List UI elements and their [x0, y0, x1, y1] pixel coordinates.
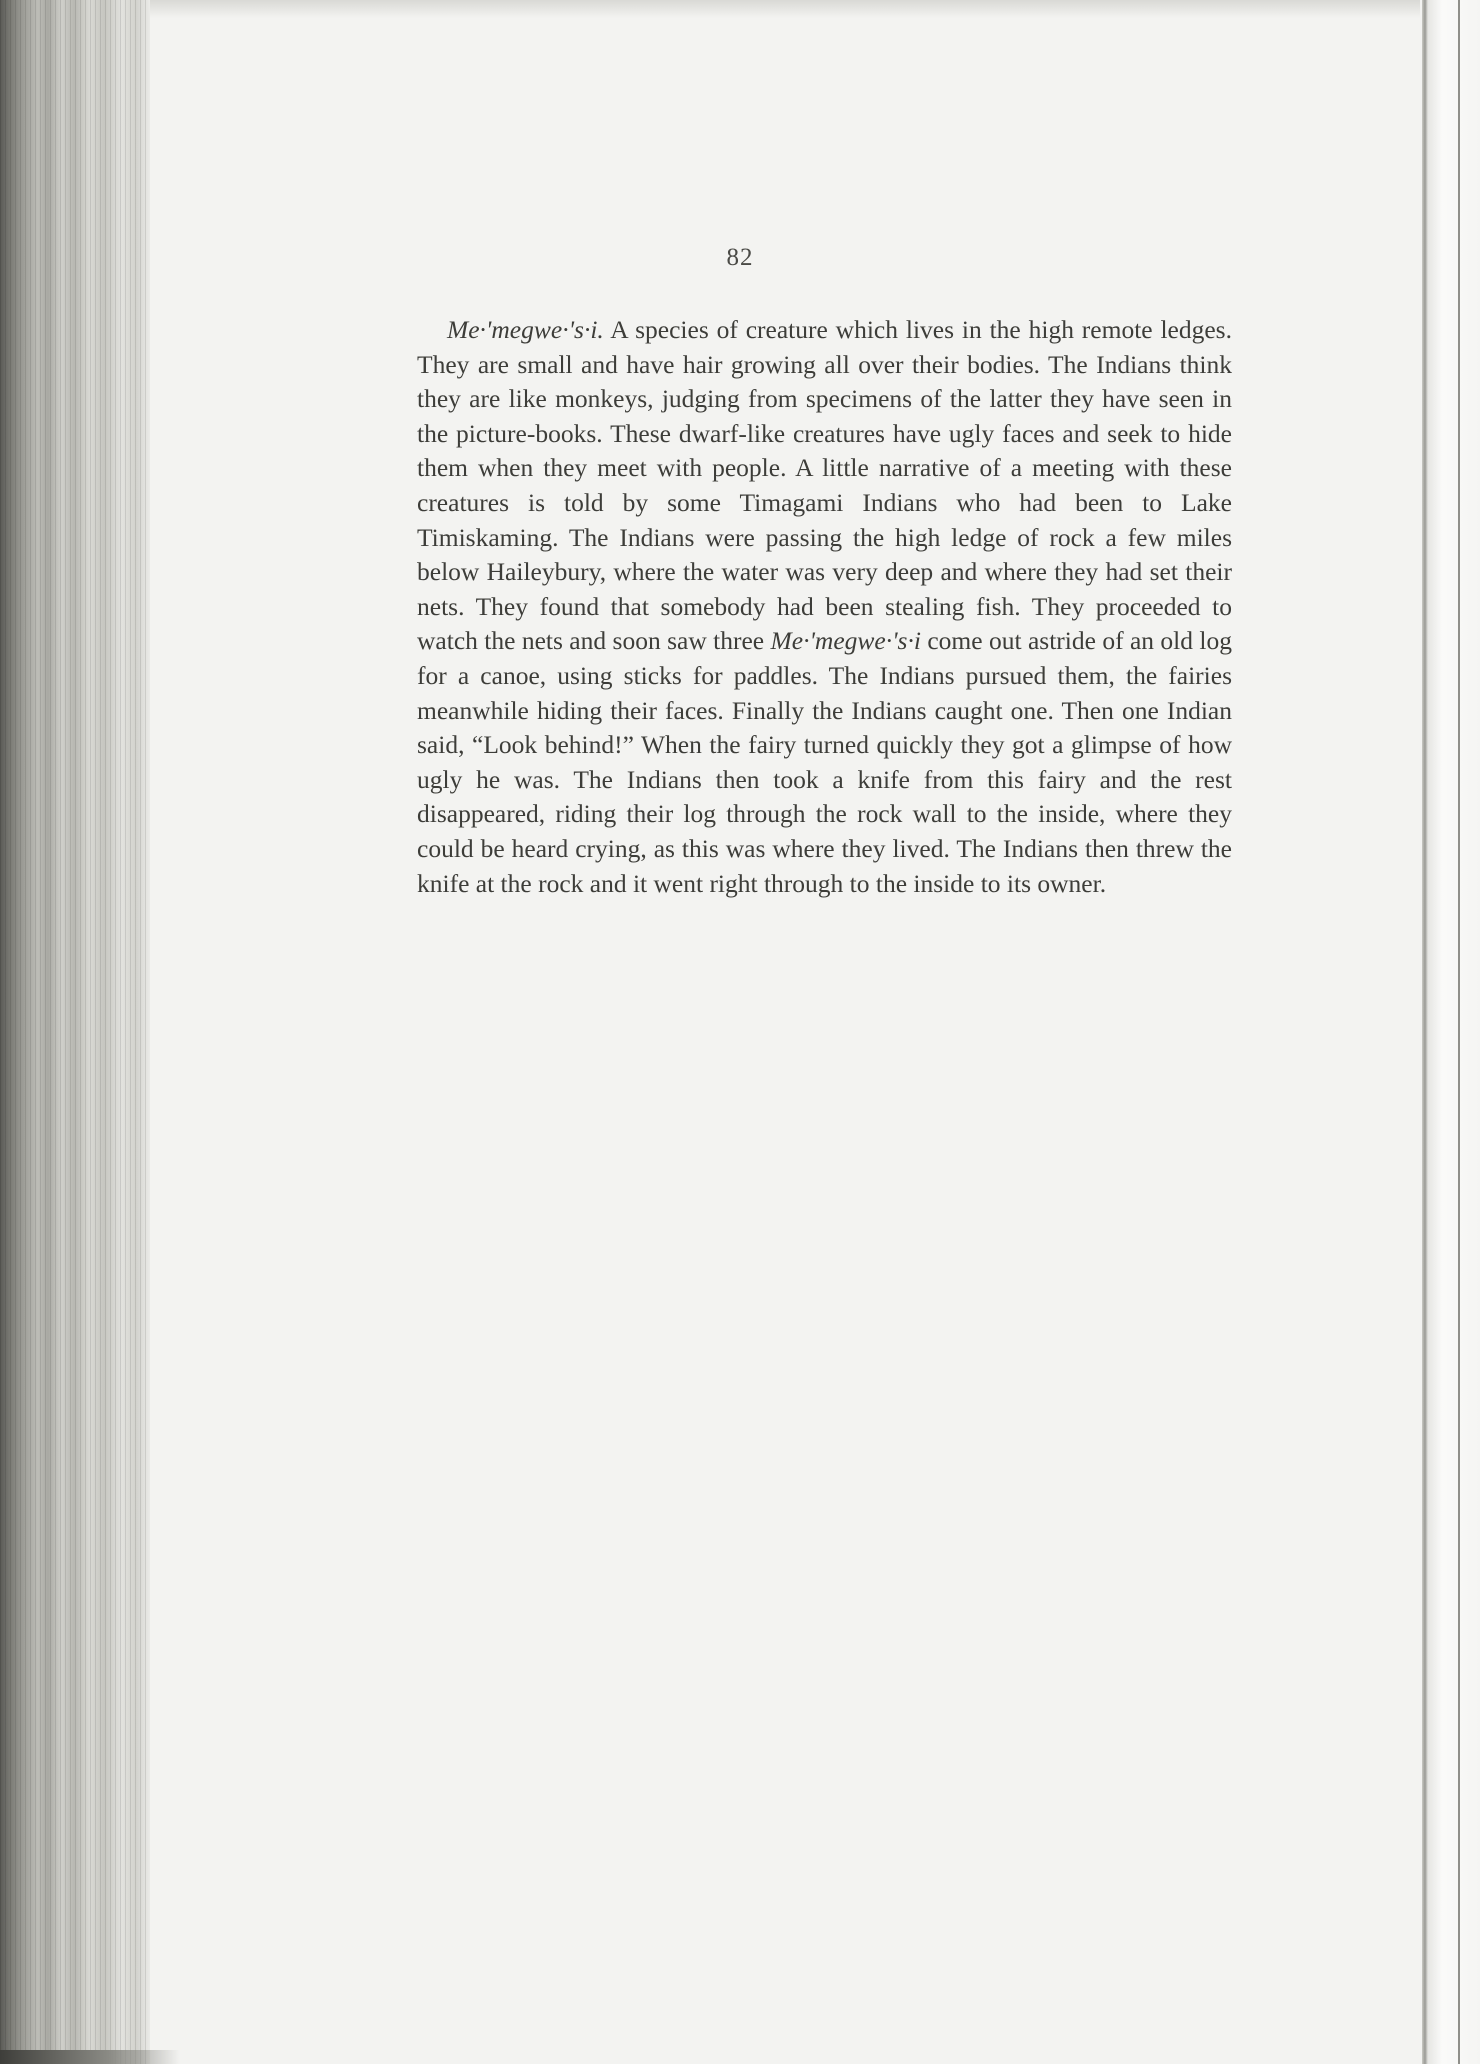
- page-top-edge: [150, 0, 1420, 18]
- page-number: 82: [726, 244, 754, 271]
- book-binding-edge: [0, 0, 150, 2064]
- entry-term: Me·'megwe·'s·i.: [447, 315, 604, 344]
- page-right-edge: [1422, 0, 1480, 2064]
- entry-text-part-2: come out astride of an old log for a canoe, using sticks for paddles. The Indians pursued them, the fairies meanwhile hiding their faces. Finally the Indians caught one. Then one Indian said, “Look behind!” When the fairy turned quickly they got a glimpse of how ugly he was. The Indians then took a knife from this fairy and the rest disappeared, riding their log through the rock wall to the inside, where they could be heard crying, as this was where they lived. The Indians then threw the knife at the rock and it went right through to the inside to its owner.: [417, 626, 1232, 898]
- entry-paragraph: [417, 313, 1232, 901]
- binding-bottom-shadow: [0, 2050, 180, 2064]
- entry-text-part-1: A species of creature which lives in the high remote ledges. They are small and have hair growing all over their bodies. The Indians think they are like monkeys, judging from specimens of the latter they have seen in the picture-books. These dwarf-like creatures have ugly faces and seek to hide them when they meet with people. A little narrative of a meeting with these creatures is told by some Timagami Indians who had been to Lake Timiskaming. The Indians were passing the high ledge of rock a few miles below Haileybury, where the water was very deep and where they had set their nets. They found that somebody had been stealing fish. They proceeded to watch the nets and soon saw three: [417, 315, 1232, 656]
- entry-term-inline: Me·'megwe·'s·i: [770, 626, 921, 656]
